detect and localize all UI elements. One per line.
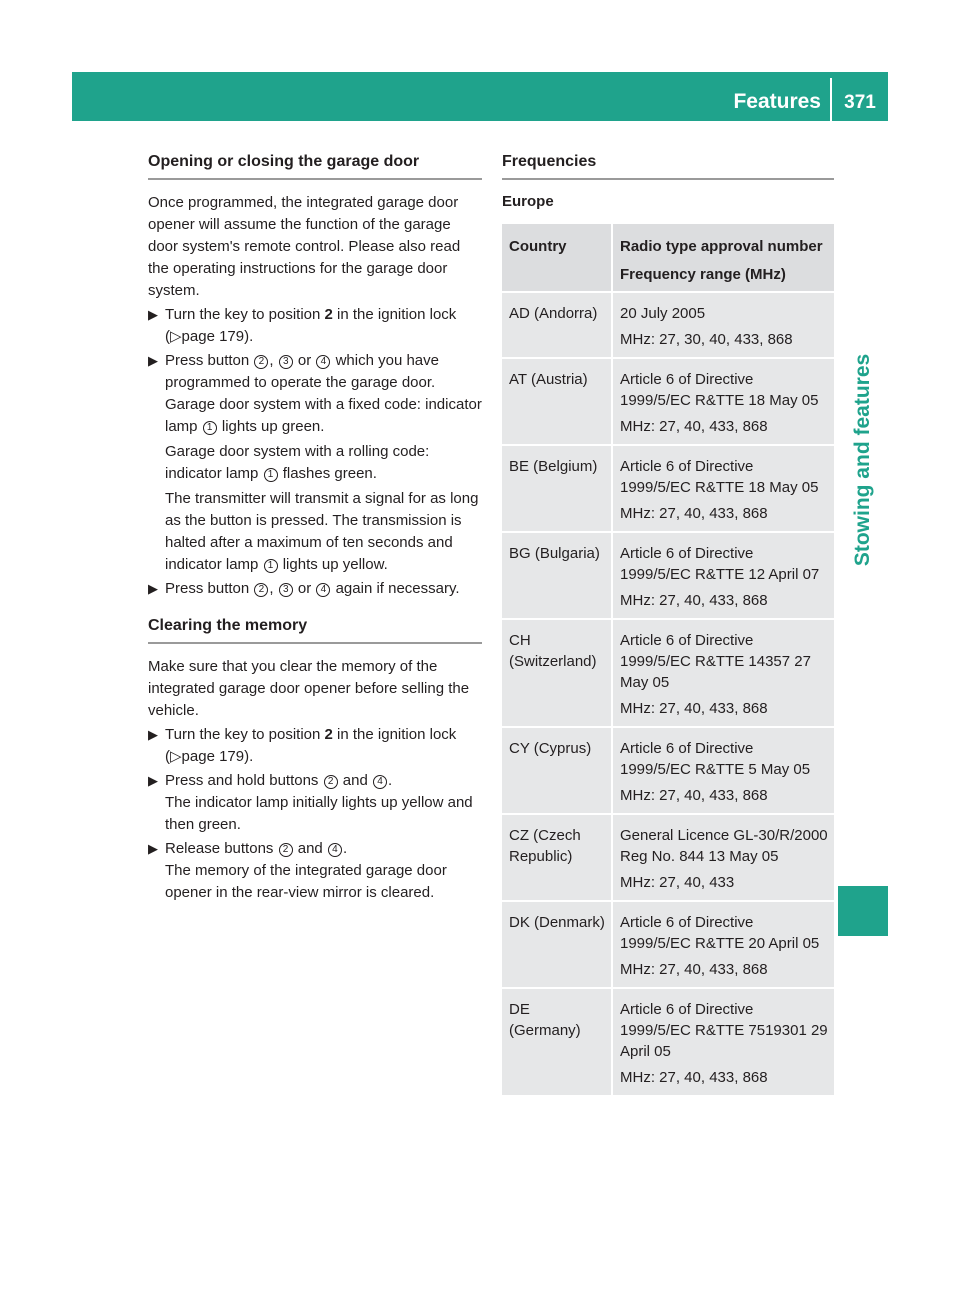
frequency-text: MHz: 27, 40, 433, 868 [620,787,768,804]
step-arrow-icon: ▶ [148,581,158,596]
table-row [502,293,834,359]
country-cell: AD (Andorra) [502,293,613,359]
indicator-lamp-1-icon: 1 [203,421,217,435]
chapter-marker-block [838,886,888,936]
clear-memory-intro: Make sure that you clear the memory of the integrated garage door opener before selling the vehicle. [148,658,470,719]
step-turn-key-clear: ▶ Turn the key to position 2 in the ignition lock (▷page 179). [148,726,457,765]
button-2-icon: 2 [254,583,268,597]
button-2-icon: 2 [279,843,293,857]
left-column [148,150,482,904]
country-cell: DE (Germany) [502,989,613,1097]
country-cell: CZ (Czech Republic) [502,815,613,902]
button-4-icon: 4 [316,583,330,597]
approval-cell [613,446,834,533]
approval-text: 20 July 2005 [620,305,706,322]
section-heading-frequencies: Frequencies [502,150,834,180]
step-press-again: ▶ Press button 2 , 3 or 4 again if necessary. [148,578,482,600]
header-country: Country [502,224,613,293]
chapter-tab-label: Stowing and features [851,353,874,567]
approval-text: Article 6 of Directive 1999/5/EC R&TTE 18 May 05 [620,371,819,409]
country-cell: BE (Belgium) [502,446,613,533]
approval-cell [613,620,834,728]
approval-cell [613,293,834,359]
right-column [502,150,834,1097]
approval-cell [613,902,834,989]
chapter-tab [838,310,888,610]
approval-text: Article 6 of Directive 1999/5/EC R&TTE 12 April 07 [620,545,820,583]
step-press-hold: ▶ Press and hold buttons 2 and 4 . The indicator lamp initially lights up yellow and then green. [148,770,482,836]
page-header [72,72,888,121]
frequency-table [502,224,834,1097]
country-cell: DK (Denmark) [502,902,613,989]
region-heading: Europe [502,193,554,210]
table-row [502,446,834,533]
step-arrow-icon: ▶ [148,353,158,368]
page-ref-arrow-icon: ▷ [170,328,182,345]
approval-cell [613,359,834,446]
button-4-icon: 4 [316,355,330,369]
header-approval: Radio type approval number Frequency range (MHz) [613,224,834,293]
table-row [502,815,834,902]
indicator-lamp-1-icon: 1 [264,468,278,482]
step-arrow-icon: ▶ [148,727,158,742]
approval-text: Article 6 of Directive 1999/5/EC R&TTE 7519301 29 April 05 [620,1001,828,1060]
button-3-icon: 3 [279,355,293,369]
frequency-text: MHz: 27, 40, 433, 868 [620,961,768,978]
country-cell: CH (Switzerland) [502,620,613,728]
step-arrow-icon: ▶ [148,307,158,322]
approval-text: Article 6 of Directive 1999/5/EC R&TTE 20 April 05 [620,914,820,952]
country-cell: AT (Austria) [502,359,613,446]
button-2-icon: 2 [324,775,338,789]
step-arrow-icon: ▶ [148,841,158,856]
memory-cleared-note: The memory of the integrated garage door opener in the rear-view mirror is cleared. [165,862,447,901]
frequency-text: MHz: 27, 30, 40, 433, 868 [620,331,793,348]
indicator-note: The indicator lamp initially lights up yellow and then green. [165,794,473,833]
table-row [502,620,834,728]
table-row [502,359,834,446]
step-release: ▶ Release buttons 2 and 4 . The memory of the integrated garage door opener in the rear-view mirror is cleared. [148,838,482,904]
approval-cell [613,815,834,902]
approval-cell [613,533,834,620]
table-header-row [502,224,834,293]
button-4-icon: 4 [328,843,342,857]
rolling-code-note: Garage door system with a rolling code: indicator lamp 1 flashes green. [165,443,430,482]
step-turn-key: ▶ Turn the key to position 2 in the ignition lock (▷page 179). [148,306,457,345]
approval-text: General Licence GL-30/R/2000 Reg No. 844 13 May 05 [620,827,828,865]
frequency-text: MHz: 27, 40, 433, 868 [620,1069,768,1086]
page-ref-link[interactable]: page 179 [181,328,245,345]
button-2-icon: 2 [254,355,268,369]
indicator-lamp-1-icon: 1 [264,559,278,573]
section-heading-garage-door: Opening or closing the garage door [148,150,482,180]
table-row [502,989,834,1097]
country-cell: CY (Cyprus) [502,728,613,815]
table-row [502,728,834,815]
country-cell: BG (Bulgaria) [502,533,613,620]
approval-cell [613,728,834,815]
fixed-code-note: Garage door system with a fixed code: indicator lamp 1 lights up green. [165,396,482,435]
approval-text: Article 6 of Directive 1999/5/EC R&TTE 18 May 05 [620,458,819,496]
header-title: Features [733,90,821,113]
table-row [502,902,834,989]
approval-text: Article 6 of Directive 1999/5/EC R&TTE 5 May 05 [620,740,811,778]
step-press-button: ▶ Press button 2 , 3 or 4 which you have programmed to operate the garage door. Garage door system with a fixed code: indicator lamp 1 lights up green. Garage door system with a rolling code: indicator lamp 1 flashes green. The transmitter will transmit a signal for as long as the button is pressed. The transmission is halted after a maximum of ten seconds and indicator lamp 1 lights up yellow. [148,350,482,576]
frequency-text: MHz: 27, 40, 433, 868 [620,418,768,435]
intro-paragraph: Once programmed, the integrated garage door opener will assume the function of the garage door system's remote control. Please also read the operating instructions for the garage door system. [148,194,461,299]
frequency-text: MHz: 27, 40, 433, 868 [620,505,768,522]
page-ref-link[interactable]: page 179 [181,748,245,765]
frequency-text: MHz: 27, 40, 433, 868 [620,700,768,717]
transmitter-note: The transmitter will transmit a signal for as long as the button is pressed. The transmission is halted after a maximum of ten seconds and indicator lamp 1 lights up yellow. [165,490,479,573]
approval-cell [613,989,834,1097]
approval-text: Article 6 of Directive 1999/5/EC R&TTE 14357 27 May 05 [620,632,811,691]
button-3-icon: 3 [279,583,293,597]
page-ref-arrow-icon: ▷ [170,748,182,765]
frequency-text: MHz: 27, 40, 433 [620,874,735,891]
step-arrow-icon: ▶ [148,773,158,788]
page-number: 371 [844,92,876,113]
frequency-text: MHz: 27, 40, 433, 868 [620,592,768,609]
section-heading-clearing-memory: Clearing the memory [148,614,482,644]
button-4-icon: 4 [373,775,387,789]
table-row [502,533,834,620]
